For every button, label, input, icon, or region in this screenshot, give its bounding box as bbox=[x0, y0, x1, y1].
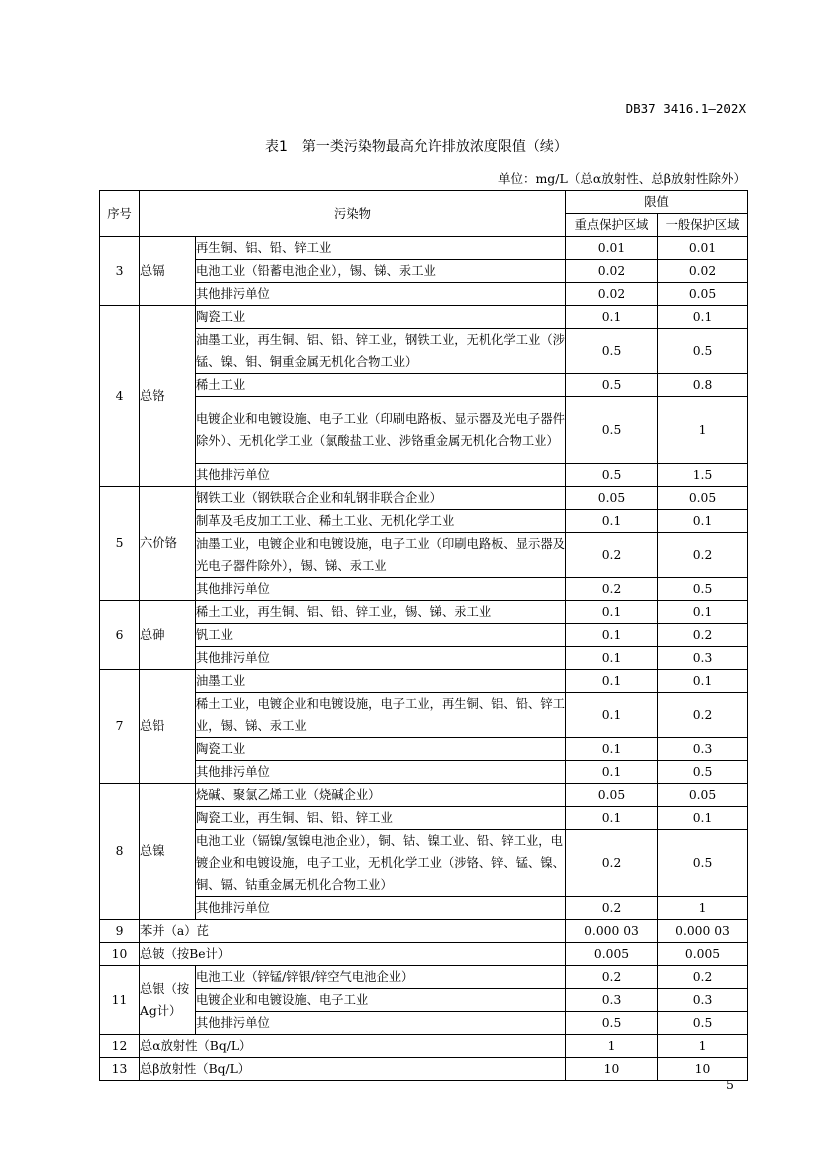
table-row bbox=[100, 600, 748, 623]
table-row bbox=[100, 737, 748, 760]
general-zone-limit: 0.8 bbox=[658, 374, 748, 397]
table-row bbox=[100, 942, 748, 965]
serial-number: 5 bbox=[100, 486, 140, 600]
general-zone-limit: 0.1 bbox=[658, 306, 748, 329]
pollutant-name: 总铬 bbox=[140, 306, 196, 487]
general-zone-limit: 0.5 bbox=[658, 829, 748, 896]
header-pollutant: 污染物 bbox=[140, 191, 566, 237]
pollutant-name: 总砷 bbox=[140, 600, 196, 669]
general-zone-limit: 0.3 bbox=[658, 737, 748, 760]
table-row bbox=[100, 397, 748, 464]
general-zone-limit: 10 bbox=[658, 1057, 748, 1080]
general-zone-limit: 0.3 bbox=[658, 988, 748, 1011]
key-zone-limit: 0.3 bbox=[566, 988, 658, 1011]
table-row bbox=[100, 306, 748, 329]
table-row bbox=[100, 329, 748, 374]
serial-number: 9 bbox=[100, 919, 140, 942]
industry-category: 电池工业（铅蓄电池企业），锡、锑、汞工业 bbox=[196, 260, 566, 283]
general-zone-limit: 0.5 bbox=[658, 1011, 748, 1034]
general-zone-limit: 0.5 bbox=[658, 577, 748, 600]
table-header-row bbox=[100, 191, 748, 214]
serial-number: 7 bbox=[100, 669, 140, 783]
serial-number: 8 bbox=[100, 783, 140, 919]
industry-category: 电镀企业和电镀设施、电子工业 bbox=[196, 988, 566, 1011]
general-zone-limit: 0.5 bbox=[658, 329, 748, 374]
key-zone-limit: 0.02 bbox=[566, 260, 658, 283]
industry-category: 陶瓷工业，再生铜、铝、铅、锌工业 bbox=[196, 806, 566, 829]
general-zone-limit: 0.2 bbox=[658, 965, 748, 988]
key-zone-limit: 0.02 bbox=[566, 283, 658, 306]
general-zone-limit: 1 bbox=[658, 896, 748, 919]
industry-category: 稀土工业，电镀企业和电镀设施，电子工业，再生铜、铝、铅、锌工业，锡、锑、汞工业 bbox=[196, 692, 566, 737]
table-row bbox=[100, 829, 748, 896]
industry-category: 钒工业 bbox=[196, 623, 566, 646]
key-zone-limit: 0.1 bbox=[566, 760, 658, 783]
key-zone-limit: 0.1 bbox=[566, 737, 658, 760]
general-zone-limit: 0.5 bbox=[658, 760, 748, 783]
industry-category: 陶瓷工业 bbox=[196, 306, 566, 329]
key-zone-limit: 0.2 bbox=[566, 965, 658, 988]
page-number: 5 bbox=[726, 1077, 734, 1092]
table-row bbox=[100, 623, 748, 646]
pollutant-name: 总铅 bbox=[140, 669, 196, 783]
key-zone-limit: 0.1 bbox=[566, 509, 658, 532]
industry-category: 油墨工业 bbox=[196, 669, 566, 692]
document-number: DB37 3416.1—202X bbox=[625, 101, 746, 116]
key-zone-limit: 0.2 bbox=[566, 532, 658, 577]
table-title-label: 表1 bbox=[265, 139, 288, 155]
table-row bbox=[100, 532, 748, 577]
key-zone-limit: 0.1 bbox=[566, 806, 658, 829]
key-zone-limit: 0.2 bbox=[566, 577, 658, 600]
table-row bbox=[100, 463, 748, 486]
general-zone-limit: 0.01 bbox=[658, 237, 748, 260]
key-zone-limit: 0.05 bbox=[566, 783, 658, 806]
general-zone-limit: 0.2 bbox=[658, 623, 748, 646]
industry-category: 烧碱、聚氯乙烯工业（烧碱企业） bbox=[196, 783, 566, 806]
key-zone-limit: 0.2 bbox=[566, 896, 658, 919]
key-zone-limit: 0.1 bbox=[566, 669, 658, 692]
industry-category: 稀土工业 bbox=[196, 374, 566, 397]
pollutant-name: 总镍 bbox=[140, 783, 196, 919]
general-zone-limit: 0.02 bbox=[658, 260, 748, 283]
serial-number: 12 bbox=[100, 1034, 140, 1057]
pollutant-name: 总镉 bbox=[140, 237, 196, 306]
general-zone-limit: 1 bbox=[658, 1034, 748, 1057]
key-zone-limit: 0.2 bbox=[566, 829, 658, 896]
table-row bbox=[100, 374, 748, 397]
table-row bbox=[100, 988, 748, 1011]
industry-category: 制革及毛皮加工工业、稀土工业、无机化学工业 bbox=[196, 509, 566, 532]
table-row bbox=[100, 1057, 748, 1080]
key-zone-limit: 0.1 bbox=[566, 646, 658, 669]
general-zone-limit: 0.1 bbox=[658, 509, 748, 532]
table-title-text: 第一类污染物最高允许排放浓度限值（续） bbox=[301, 139, 568, 155]
industry-category: 电池工业（锌锰/锌银/锌空气电池企业） bbox=[196, 965, 566, 988]
general-zone-limit: 0.05 bbox=[658, 283, 748, 306]
key-zone-limit: 0.5 bbox=[566, 374, 658, 397]
key-zone-limit: 0.5 bbox=[566, 463, 658, 486]
general-zone-limit: 0.1 bbox=[658, 669, 748, 692]
table-row bbox=[100, 760, 748, 783]
industry-category: 稀土工业，再生铜、铝、铅、锌工业，锡、锑、汞工业 bbox=[196, 600, 566, 623]
unit-note: 单位：mg/L（总α放射性、总β放射性除外） bbox=[497, 171, 746, 186]
key-zone-limit: 0.05 bbox=[566, 486, 658, 509]
header-general-zone: 一般保护区域 bbox=[658, 214, 748, 237]
general-zone-limit: 0.2 bbox=[658, 692, 748, 737]
table-row bbox=[100, 692, 748, 737]
key-zone-limit: 1 bbox=[566, 1034, 658, 1057]
general-zone-limit: 1 bbox=[658, 397, 748, 464]
general-zone-limit: 0.1 bbox=[658, 600, 748, 623]
general-zone-limit: 0.05 bbox=[658, 783, 748, 806]
key-zone-limit: 0.1 bbox=[566, 692, 658, 737]
pollutant-name: 总β放射性（Bq/L） bbox=[140, 1057, 566, 1080]
header-key-zone: 重点保护区域 bbox=[566, 214, 658, 237]
industry-category: 油墨工业，电镀企业和电镀设施，电子工业（印刷电路板、显示器及光电子器件除外），锡、锑、汞工业 bbox=[196, 532, 566, 577]
table-row bbox=[100, 646, 748, 669]
general-zone-limit: 0.1 bbox=[658, 806, 748, 829]
key-zone-limit: 0.1 bbox=[566, 600, 658, 623]
industry-category: 油墨工业，再生铜、铝、铅、锌工业，钢铁工业，无机化学工业（涉锰、镍、钼、铜重金属无机化合物工业） bbox=[196, 329, 566, 374]
key-zone-limit: 0.01 bbox=[566, 237, 658, 260]
serial-number: 13 bbox=[100, 1057, 140, 1080]
table-row bbox=[100, 783, 748, 806]
pollutant-name: 六价铬 bbox=[140, 486, 196, 600]
general-zone-limit: 0.000 03 bbox=[658, 919, 748, 942]
key-zone-limit: 0.5 bbox=[566, 397, 658, 464]
serial-number: 10 bbox=[100, 942, 140, 965]
key-zone-limit: 0.5 bbox=[566, 329, 658, 374]
industry-category: 其他排污单位 bbox=[196, 283, 566, 306]
general-zone-limit: 0.3 bbox=[658, 646, 748, 669]
general-zone-limit: 0.005 bbox=[658, 942, 748, 965]
key-zone-limit: 0.1 bbox=[566, 623, 658, 646]
industry-category: 其他排污单位 bbox=[196, 646, 566, 669]
table-row bbox=[100, 1034, 748, 1057]
table-row bbox=[100, 509, 748, 532]
table-row bbox=[100, 919, 748, 942]
industry-category: 陶瓷工业 bbox=[196, 737, 566, 760]
serial-number: 3 bbox=[100, 237, 140, 306]
serial-number: 11 bbox=[100, 965, 140, 1034]
pollutant-name: 苯并（a）芘 bbox=[140, 919, 566, 942]
table-row bbox=[100, 237, 748, 260]
header-limit: 限值 bbox=[566, 191, 748, 214]
key-zone-limit: 0.1 bbox=[566, 306, 658, 329]
general-zone-limit: 1.5 bbox=[658, 463, 748, 486]
header-serial: 序号 bbox=[100, 191, 140, 237]
key-zone-limit: 0.005 bbox=[566, 942, 658, 965]
industry-category: 电镀企业和电镀设施、电子工业（印刷电路板、显示器及光电子器件除外）、无机化学工业（氯酸盐工业、涉铬重金属无机化合物工业） bbox=[196, 397, 566, 464]
table-row bbox=[100, 965, 748, 988]
table-row bbox=[100, 896, 748, 919]
general-zone-limit: 0.2 bbox=[658, 532, 748, 577]
industry-category: 钢铁工业（钢铁联合企业和轧钢非联合企业） bbox=[196, 486, 566, 509]
industry-category: 其他排污单位 bbox=[196, 896, 566, 919]
industry-category: 其他排污单位 bbox=[196, 1011, 566, 1034]
industry-category: 其他排污单位 bbox=[196, 463, 566, 486]
table-row bbox=[100, 1011, 748, 1034]
serial-number: 6 bbox=[100, 600, 140, 669]
general-zone-limit: 0.05 bbox=[658, 486, 748, 509]
table-row bbox=[100, 283, 748, 306]
industry-category: 其他排污单位 bbox=[196, 760, 566, 783]
key-zone-limit: 10 bbox=[566, 1057, 658, 1080]
pollutant-name: 总银（按Ag计） bbox=[140, 965, 196, 1034]
pollutant-name: 总α放射性（Bq/L） bbox=[140, 1034, 566, 1057]
table-title bbox=[265, 136, 568, 156]
pollutant-limits-table bbox=[99, 190, 748, 1081]
industry-category: 其他排污单位 bbox=[196, 577, 566, 600]
key-zone-limit: 0.000 03 bbox=[566, 919, 658, 942]
table-row bbox=[100, 806, 748, 829]
pollutant-name: 总铍（按Be计） bbox=[140, 942, 566, 965]
serial-number: 4 bbox=[100, 306, 140, 487]
table-row bbox=[100, 486, 748, 509]
table-row bbox=[100, 577, 748, 600]
industry-category: 再生铜、铝、铅、锌工业 bbox=[196, 237, 566, 260]
key-zone-limit: 0.5 bbox=[566, 1011, 658, 1034]
industry-category: 电池工业（镉镍/氢镍电池企业），铜、钴、镍工业、铅、锌工业，电镀企业和电镀设施，电子工业，无机化学工业（涉铬、锌、锰、镍、铜、镉、钴重金属无机化合物工业） bbox=[196, 829, 566, 896]
table-row bbox=[100, 669, 748, 692]
table-row bbox=[100, 260, 748, 283]
